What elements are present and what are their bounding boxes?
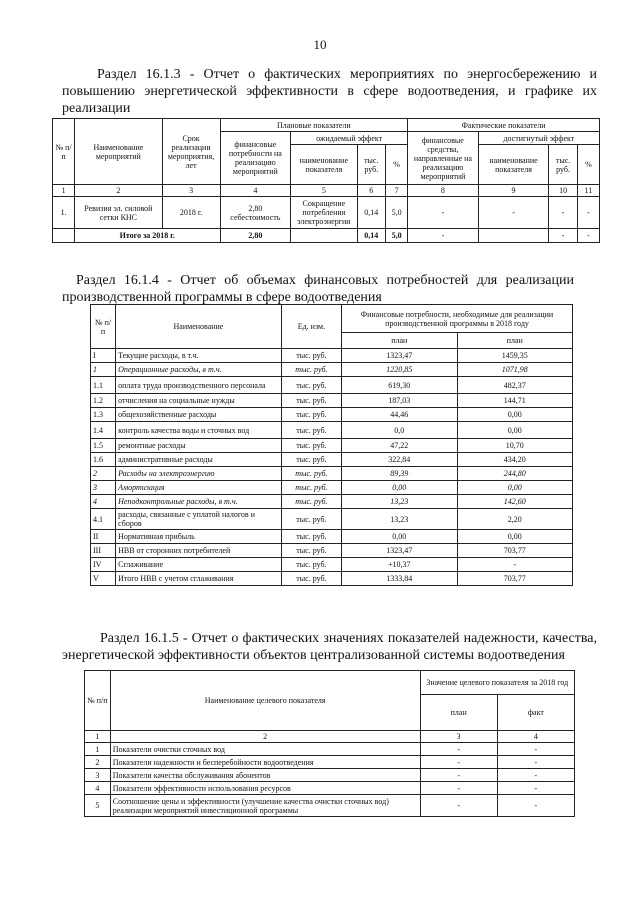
col-term-header: Срок реализации мероприятия, лет: [162, 119, 220, 185]
colnum: 11: [577, 185, 599, 197]
row-num: 1.6: [91, 453, 116, 467]
row-name: Показатели очистки сточных вод: [110, 743, 420, 756]
row-name: Показатели эффективности использования ресурсов: [110, 782, 420, 795]
financial-needs-table: [90, 304, 573, 586]
table-row: [91, 377, 573, 394]
row-plan2: 0,00: [457, 481, 573, 495]
row-name: отчисления на социальные нужды: [116, 394, 282, 408]
row-unit: тыс. руб.: [281, 349, 341, 363]
row-plan2: 0,00: [457, 408, 573, 422]
target-value-header: Значение целевого показателя за 2018 год: [420, 671, 574, 695]
row-plan1: 0,0: [342, 422, 457, 439]
table-row: [91, 422, 573, 439]
row-name: Показатели качества обслуживания абонентов: [110, 769, 420, 782]
col-thous-header: тыс. руб.: [357, 145, 385, 185]
row-name: Неподконтрольные расходы, в т.ч.: [116, 495, 282, 509]
row-plan1: 619,30: [342, 377, 457, 394]
table-row: [91, 495, 573, 509]
row-plan: -: [420, 782, 497, 795]
row-num: 4: [85, 782, 111, 795]
row-spent: -: [408, 197, 479, 229]
reliability-indicators-table: [84, 670, 575, 817]
col-num-header: № п/п: [53, 119, 75, 185]
row-name: административные расходы: [116, 453, 282, 467]
total-ach-thous: -: [549, 229, 577, 243]
row-num: II: [91, 530, 116, 544]
row-fact: -: [497, 743, 574, 756]
colnum: 4: [497, 731, 574, 743]
col-name-header: Наименование мероприятий: [75, 119, 162, 185]
row-num: 1.2: [91, 394, 116, 408]
row-unit: тыс. руб.: [281, 394, 341, 408]
row-plan2: 244,80: [457, 467, 573, 481]
colnum: 4: [220, 185, 291, 197]
row-plan: -: [420, 756, 497, 769]
row-num: 4.1: [91, 509, 116, 530]
row-num: 1.1: [91, 377, 116, 394]
achieved-effect-header: достигнутый эффект: [478, 132, 599, 145]
row-plan1: 0,00: [342, 481, 457, 495]
row-unit: тыс. руб.: [281, 572, 341, 586]
row-name: Ревизия эл. силовой сетки КНС: [75, 197, 162, 229]
expected-effect-header: ожидаемый эффект: [291, 132, 408, 145]
row-term: 2018 г.: [162, 197, 220, 229]
colnum: 9: [478, 185, 549, 197]
col-thous2-header: тыс. руб.: [549, 145, 577, 185]
row-unit: тыс. руб.: [281, 481, 341, 495]
colnum: 3: [420, 731, 497, 743]
row-plan1: 0,00: [342, 530, 457, 544]
col-num-header: № п/п: [91, 305, 116, 349]
row-num: 1: [91, 363, 116, 377]
row-unit: тыс. руб.: [281, 439, 341, 453]
row-plan: -: [420, 795, 497, 817]
row-num: 3: [85, 769, 111, 782]
col-pct-header: %: [386, 145, 408, 185]
row-num: IV: [91, 558, 116, 572]
colnum: 2: [75, 185, 162, 197]
row-fact: -: [497, 782, 574, 795]
table-row: [91, 363, 573, 377]
total-fin: 2,80: [220, 229, 291, 243]
table-row: [85, 782, 575, 795]
row-name: ремонтные расходы: [116, 439, 282, 453]
row-num: 4: [91, 495, 116, 509]
row-ach-pct: -: [577, 197, 599, 229]
row-unit: тыс. руб.: [281, 453, 341, 467]
row-unit: тыс. руб.: [281, 363, 341, 377]
table-row: [91, 467, 573, 481]
row-plan2: 482,37: [457, 377, 573, 394]
row-name: Соотношение цены и эффективности (улучшение качества очистки сточных вод) реализации мероприятий инвестиционной программы: [110, 795, 420, 817]
row-num: 1.: [53, 197, 75, 229]
total-pct: 5,0: [386, 229, 408, 243]
row-name: Показатели надежности и бесперебойности водоотведения: [110, 756, 420, 769]
row-num: 2: [85, 756, 111, 769]
column-numbers-row: [85, 731, 575, 743]
row-num: 5: [85, 795, 111, 817]
page-number: 10: [313, 37, 327, 52]
table-row: [91, 544, 573, 558]
row-plan2: 434,20: [457, 453, 573, 467]
total-label: Итого за 2018 г.: [75, 229, 220, 243]
col-pct2-header: %: [577, 145, 599, 185]
row-plan2: 0,00: [457, 422, 573, 439]
energy-saving-table: [52, 118, 600, 243]
row-name: контроль качества воды и сточных вод: [116, 422, 282, 439]
section-16-1-4-title: Раздел 16.1.4 - Отчет об объемах финансовых потребностей для реализации производственной программы в сфере водоотведения: [62, 273, 574, 305]
table-row: [85, 756, 575, 769]
col-fin-spent-header: финансовые средства, направленные на реализацию мероприятий: [408, 132, 479, 185]
row-name: общехозяйственные расходы: [116, 408, 282, 422]
colnum: 8: [408, 185, 479, 197]
row-unit: тыс. руб.: [281, 544, 341, 558]
row-num: V: [91, 572, 116, 586]
row-plan2: 1459,35: [457, 349, 573, 363]
row-plan1: 1323,47: [342, 544, 457, 558]
col-plan2-header: план: [457, 333, 573, 349]
row-unit: тыс. руб.: [281, 377, 341, 394]
row-plan2: 703,77: [457, 572, 573, 586]
col-fact-header: факт: [497, 695, 574, 731]
row-unit: тыс. руб.: [281, 408, 341, 422]
row-plan2: 10,70: [457, 439, 573, 453]
row-plan2: -: [457, 558, 573, 572]
table-row: [91, 572, 573, 586]
row-plan2: 0,00: [457, 530, 573, 544]
row-plan2: 144,71: [457, 394, 573, 408]
col-fin-header: финансовые потребности на реализацию мероприятий: [220, 132, 291, 185]
table-row: [91, 349, 573, 363]
table-row: [91, 453, 573, 467]
table-row: [85, 743, 575, 756]
table-row: [53, 197, 600, 229]
row-num: III: [91, 544, 116, 558]
row-plan2: 142,60: [457, 495, 573, 509]
row-plan1: +10,37: [342, 558, 457, 572]
row-num: 1: [85, 743, 111, 756]
table-row: [91, 408, 573, 422]
col-plan1-header: план: [342, 333, 457, 349]
row-name: Итого НВВ с учетом сглаживания: [116, 572, 282, 586]
row-num: 1.3: [91, 408, 116, 422]
col-plan-header: план: [420, 695, 497, 731]
row-plan1: 1323,47: [342, 349, 457, 363]
col-name-header: Наименование целевого показателя: [110, 671, 420, 731]
row-plan1: 13,23: [342, 495, 457, 509]
row-name: расходы, связанные с уплатой налогов и сборов: [116, 509, 282, 530]
colnum: 2: [110, 731, 420, 743]
row-plan1: 13,23: [342, 509, 457, 530]
col-num-header: № п/п: [85, 671, 111, 731]
row-num: 1.5: [91, 439, 116, 453]
col-ind-name2-header: наименование показателя: [478, 145, 549, 185]
row-num: 2: [91, 467, 116, 481]
row-ach-thous: -: [549, 197, 577, 229]
row-plan1: 1220,85: [342, 363, 457, 377]
row-name: Амортизация: [116, 481, 282, 495]
row-num: 3: [91, 481, 116, 495]
table-row: [91, 394, 573, 408]
colnum: 3: [162, 185, 220, 197]
row-ach-name: -: [478, 197, 549, 229]
planned-header: Плановые показатели: [220, 119, 408, 132]
fin-needs-header: Финансовые потребности, необходимые для реализации производственной программы в 2018 году: [342, 305, 573, 333]
row-unit: тыс. руб.: [281, 509, 341, 530]
colnum: 6: [357, 185, 385, 197]
row-plan: -: [420, 743, 497, 756]
row-plan2: 1071,98: [457, 363, 573, 377]
table-row: [85, 769, 575, 782]
total-thous: 0,14: [357, 229, 385, 243]
colnum: 1: [85, 731, 111, 743]
row-unit: тыс. руб.: [281, 495, 341, 509]
row-name: Сглаживание: [116, 558, 282, 572]
row-plan1: 1333,84: [342, 572, 457, 586]
table-row: [91, 509, 573, 530]
row-name: Операционные расходы, в т.ч.: [116, 363, 282, 377]
row-unit: тыс. руб.: [281, 558, 341, 572]
row-unit: тыс. руб.: [281, 467, 341, 481]
row-plan1: 47,22: [342, 439, 457, 453]
col-name-header: Наименование: [116, 305, 282, 349]
col-unit-header: Ед. изм.: [281, 305, 341, 349]
colnum: 1: [53, 185, 75, 197]
table-row: [91, 530, 573, 544]
total-row: [53, 229, 600, 243]
row-name: Нормативная прибыль: [116, 530, 282, 544]
column-numbers-row: [53, 185, 600, 197]
table-row: [91, 439, 573, 453]
row-num: 1.4: [91, 422, 116, 439]
row-unit: тыс. руб.: [281, 422, 341, 439]
total-spent: -: [408, 229, 479, 243]
row-plan1: 322,84: [342, 453, 457, 467]
row-plan2: 703,77: [457, 544, 573, 558]
col-ind-name-header: наименование показателя: [291, 145, 357, 185]
section-16-1-5-title: Раздел 16.1.5 - Отчет о фактических значениях показателей надежности, качества, энергетической эффективности объектов централизованной системы водоотведения: [62, 631, 597, 663]
row-name: оплата труда производственного персонала: [116, 377, 282, 394]
colnum: 10: [549, 185, 577, 197]
actual-header: Фактические показатели: [408, 119, 600, 132]
row-thous: 0,14: [357, 197, 385, 229]
table-row: [85, 795, 575, 817]
row-fin: 2,80 себестоимость: [220, 197, 291, 229]
total-ach-pct: -: [577, 229, 599, 243]
row-fact: -: [497, 756, 574, 769]
row-unit: тыс. руб.: [281, 530, 341, 544]
row-fact: -: [497, 795, 574, 817]
section-16-1-3-title: Раздел 16.1.3 - Отчет о фактических мероприятиях по энергосбережению и повышению энергетической эффективности в сфере водоотведения, и графике их реализации: [62, 67, 597, 116]
row-pct: 5,0: [386, 197, 408, 229]
table-row: [91, 558, 573, 572]
row-plan: -: [420, 769, 497, 782]
row-name: НВВ от сторонних потребителей: [116, 544, 282, 558]
colnum: 5: [291, 185, 357, 197]
colnum: 7: [386, 185, 408, 197]
table-row: [91, 481, 573, 495]
row-plan1: 187,03: [342, 394, 457, 408]
row-plan1: 44,46: [342, 408, 457, 422]
row-effect: Сокращение потребления электроэнергии: [291, 197, 357, 229]
row-name: Текущие расходы, в т.ч.: [116, 349, 282, 363]
row-fact: -: [497, 769, 574, 782]
row-name: Расходы на электроэнергию: [116, 467, 282, 481]
row-plan1: 89,39: [342, 467, 457, 481]
row-num: I: [91, 349, 116, 363]
row-plan2: 2,20: [457, 509, 573, 530]
